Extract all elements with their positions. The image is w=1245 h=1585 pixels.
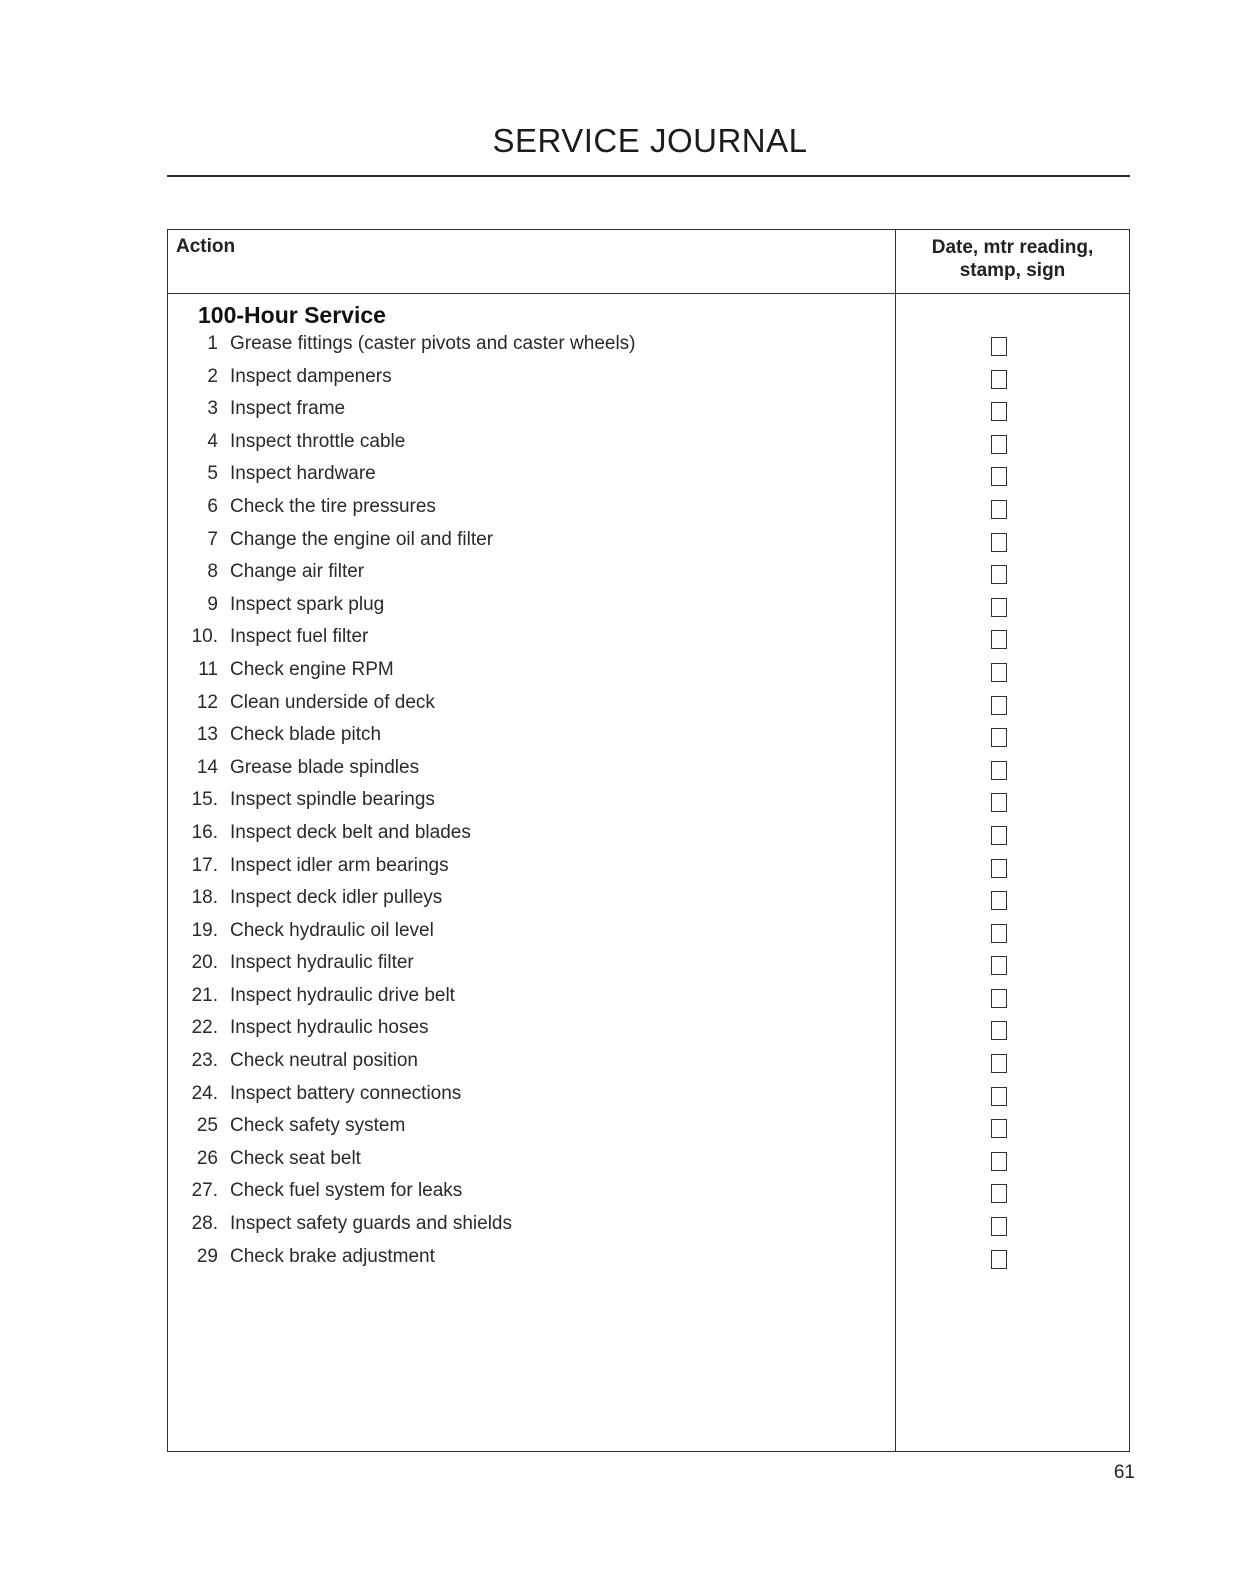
list-item: [168, 724, 1128, 757]
item-text: Inspect spindle bearings: [230, 789, 435, 811]
item-text: Check blade pitch: [230, 724, 382, 746]
item-text: Inspect safety guards and shields: [230, 1213, 513, 1235]
item-checkbox[interactable]: [991, 826, 1007, 845]
item-checkbox[interactable]: [991, 696, 1007, 715]
item-text: Inspect hydraulic hoses: [230, 1017, 429, 1039]
list-item: [168, 398, 1128, 431]
list-item: [168, 887, 1128, 920]
item-number: 17.: [191, 854, 218, 876]
item-number: 18.: [191, 887, 218, 909]
header-divider: [168, 293, 1129, 294]
list-item: [168, 855, 1128, 888]
item-checkbox[interactable]: [991, 630, 1007, 649]
service-item-list: [168, 333, 1128, 1278]
item-number: 23.: [191, 1050, 218, 1072]
item-checkbox[interactable]: [991, 1250, 1007, 1269]
item-checkbox[interactable]: [991, 435, 1007, 454]
item-number: 24.: [191, 1082, 218, 1104]
item-text: Check brake adjustment: [230, 1245, 435, 1267]
item-number: 10.: [191, 626, 218, 648]
list-item: [168, 594, 1128, 627]
item-checkbox[interactable]: [991, 337, 1007, 356]
item-checkbox[interactable]: [991, 402, 1007, 421]
item-number: 15.: [191, 789, 218, 811]
page-title: SERVICE JOURNAL: [492, 122, 808, 159]
list-item: [168, 692, 1128, 725]
item-checkbox[interactable]: [991, 728, 1007, 747]
list-item: [168, 1148, 1128, 1181]
title-rule: [167, 175, 1130, 177]
item-checkbox[interactable]: [991, 956, 1007, 975]
item-text: Check neutral position: [230, 1050, 418, 1072]
list-item: [168, 822, 1128, 855]
item-number: 5: [207, 463, 218, 485]
item-checkbox[interactable]: [991, 793, 1007, 812]
item-text: Inspect hydraulic drive belt: [230, 984, 455, 1006]
item-checkbox[interactable]: [991, 761, 1007, 780]
item-text: Change air filter: [230, 561, 365, 583]
list-item: [168, 985, 1128, 1018]
header-date-line2: stamp, sign: [959, 260, 1066, 281]
item-number: 4: [207, 430, 218, 452]
list-item: [168, 463, 1128, 496]
item-number: 22.: [191, 1017, 218, 1039]
item-text: Inspect fuel filter: [230, 626, 369, 648]
header-date-line1: Date, mtr reading,: [931, 237, 1094, 258]
item-number: 8: [207, 561, 218, 583]
service-journal-table: [167, 229, 1130, 1452]
item-number: 3: [207, 398, 218, 420]
list-item: [168, 659, 1128, 692]
section-heading: 100-Hour Service: [198, 302, 386, 328]
list-item: [168, 1180, 1128, 1213]
list-item: [168, 1083, 1128, 1116]
item-text: Check safety system: [230, 1115, 406, 1137]
item-checkbox[interactable]: [991, 1119, 1007, 1138]
item-number: 2: [207, 365, 218, 387]
item-number: 13: [196, 724, 218, 746]
item-checkbox[interactable]: [991, 370, 1007, 389]
item-text: Check the tire pressures: [230, 495, 436, 517]
list-item: [168, 1213, 1128, 1246]
item-text: Check hydraulic oil level: [230, 919, 434, 941]
item-text: Inspect hardware: [230, 463, 376, 485]
list-item: [168, 1017, 1128, 1050]
item-checkbox[interactable]: [991, 598, 1007, 617]
item-text: Inspect hydraulic filter: [230, 952, 414, 974]
list-item: [168, 529, 1128, 562]
item-checkbox[interactable]: [991, 891, 1007, 910]
item-number: 19.: [191, 919, 218, 941]
item-text: Change the engine oil and filter: [230, 528, 494, 550]
item-checkbox[interactable]: [991, 533, 1007, 552]
list-item: [168, 789, 1128, 822]
list-item: [168, 626, 1128, 659]
item-checkbox[interactable]: [991, 1054, 1007, 1073]
list-item: [168, 952, 1128, 985]
item-number: 20.: [191, 952, 218, 974]
list-item: [168, 333, 1128, 366]
item-number: 6: [207, 495, 218, 517]
item-text: Inspect frame: [230, 398, 346, 420]
list-item: [168, 1246, 1128, 1279]
item-number: 12: [196, 691, 218, 713]
item-text: Check engine RPM: [230, 658, 394, 680]
item-number: 7: [207, 528, 218, 550]
header-action: Action: [176, 236, 236, 257]
item-checkbox[interactable]: [991, 500, 1007, 519]
item-text: Inspect idler arm bearings: [230, 854, 449, 876]
item-text: Inspect battery connections: [230, 1082, 462, 1104]
item-checkbox[interactable]: [991, 467, 1007, 486]
header-date-reading: [896, 236, 1129, 282]
item-checkbox[interactable]: [991, 1021, 1007, 1040]
list-item: [168, 920, 1128, 953]
item-number: 11: [198, 658, 218, 680]
list-item: [168, 1115, 1128, 1148]
item-checkbox[interactable]: [991, 924, 1007, 943]
item-number: 21.: [191, 984, 218, 1006]
item-number: 14: [196, 756, 218, 778]
list-item: [168, 1050, 1128, 1083]
item-text: Clean underside of deck: [230, 691, 435, 713]
item-text: Check seat belt: [230, 1147, 361, 1169]
item-text: Inspect deck idler pulleys: [230, 887, 443, 909]
item-checkbox[interactable]: [991, 989, 1007, 1008]
item-text: Grease blade spindles: [230, 756, 420, 778]
item-number: 9: [207, 593, 218, 615]
item-checkbox[interactable]: [991, 1087, 1007, 1106]
item-checkbox[interactable]: [991, 565, 1007, 584]
item-text: Inspect dampeners: [230, 365, 392, 387]
item-text: Inspect spark plug: [230, 593, 385, 615]
item-number: 16.: [191, 821, 218, 843]
list-item: [168, 561, 1128, 594]
page-number: 61: [1113, 1462, 1135, 1483]
item-number: 1: [207, 333, 218, 354]
item-number: 27.: [191, 1180, 218, 1202]
list-item: [168, 431, 1128, 464]
item-checkbox[interactable]: [991, 1152, 1007, 1171]
item-text: Check fuel system for leaks: [230, 1180, 463, 1202]
list-item: [168, 757, 1128, 790]
item-text: Inspect throttle cable: [230, 430, 406, 452]
item-number: 28.: [191, 1213, 218, 1235]
item-checkbox[interactable]: [991, 859, 1007, 878]
list-item: [168, 366, 1128, 399]
item-number: 29: [196, 1245, 218, 1267]
list-item: [168, 496, 1128, 529]
item-text: Inspect deck belt and blades: [230, 821, 471, 843]
item-checkbox[interactable]: [991, 1184, 1007, 1203]
item-text: Grease fittings (caster pivots and caster wheels): [230, 333, 636, 354]
item-checkbox[interactable]: [991, 1217, 1007, 1236]
item-number: 26: [196, 1147, 218, 1169]
item-number: 25: [196, 1115, 218, 1137]
item-checkbox[interactable]: [991, 663, 1007, 682]
